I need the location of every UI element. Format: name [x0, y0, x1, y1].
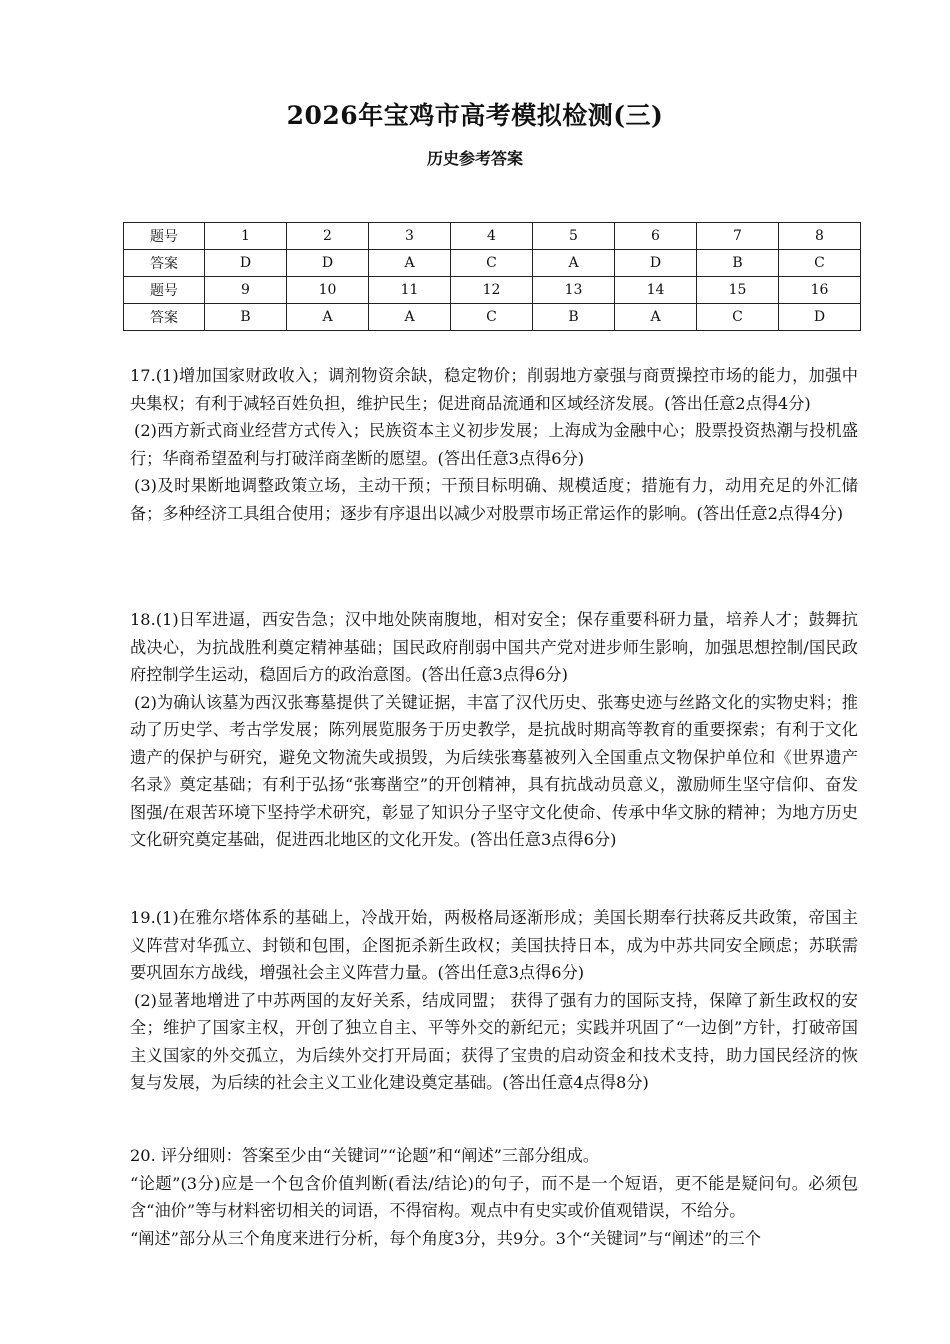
table-cell: C: [779, 250, 861, 277]
table-row: [124, 277, 861, 304]
q19-part2: (2)显著地增进了中苏两国的友好关系，结成同盟； 获得了强有力的国际支持，保障了新生政权的安全；维护了国家主权，开创了独立自主、平等外交的新纪元；实践并巩固了“一边倒”方针，打破帝国主义国家的外交孤立，为后续外交打开局面；获得了宝贵的启动资金和技术支持，助力国民经济的恢复与发展，为后续的社会主义工业化建设奠定基础。(答出任意4点得8分): [130, 990, 858, 1092]
table-cell: 14: [615, 277, 697, 304]
table-cell: 7: [697, 223, 779, 250]
q20-part2: “论题”(3分)应是一个包含价值判断(看法/结论)的句子，而不是一个短语，更不能是疑问句。必须包含“油价”等与材料密切相关的词语，不得宿构。观点中有史实或价值观错误，不给分。: [130, 1173, 858, 1220]
table-cell: 5: [533, 223, 615, 250]
q17-part2: (2)西方新式商业经营方式传入；民族资本主义初步发展；上海成为金融中心；股票投资热潮与投机盛行；华商希望盈利与打破洋商垄断的愿望。(答出任意3点得6分): [130, 421, 858, 468]
table-cell: 13: [533, 277, 615, 304]
table-cell: 6: [615, 223, 697, 250]
question-17-section: [130, 362, 858, 527]
q19-part1: 19.(1)在雅尔塔体系的基础上，冷战开始，两极格局逐渐形成；美国长期奉行扶蒋反共政策，帝国主义阵营对华孤立、封锁和包围，企图扼杀新生政权；美国扶持日本，成为中苏共同安全顾虑；苏联需要巩固东方战线，增强社会主义阵营力量。(答出任意3点得6分): [130, 908, 858, 982]
page-title: 2026年宝鸡市高考模拟检测(三): [286, 101, 664, 130]
table-cell: B: [205, 304, 287, 331]
table-cell: 12: [451, 277, 533, 304]
table-cell: 3: [369, 223, 451, 250]
q17-part1: 17.(1)增加国家财政收入；调剂物资余缺，稳定物价；削弱地方豪强与商贾操控市场的能力，加强中央集权；有利于减轻百姓负担，维护民生；促进商品流通和区域经济发展。(答出任意2点得4分): [130, 366, 858, 413]
table-row: [124, 223, 861, 250]
table-cell: A: [369, 250, 451, 277]
table-cell: 4: [451, 223, 533, 250]
row-label: 答案: [124, 250, 205, 277]
row-label: 答案: [124, 304, 205, 331]
q18-part2: (2)为确认该墓为西汉张骞墓提供了关键证据，丰富了汉代历史、张骞史迹与丝路文化的实物史料；推动了历史学、考古学发展；陈列展览服务于历史教学，是抗战时期高等教育的重要探索；有利于文化遗产的保护与研究，避免文物流失或损毁，为后续张骞墓被列入全国重点文物保护单位和《世界遗产名录》奠定基础；有利于弘扬“张骞凿空”的开创精神，具有抗战动员意义，激励师生坚守信仰、奋发图强/在艰苦环境下坚持学术研究，彰显了知识分子坚守文化使命、传承中华文脉的精神；为地方历史文化研究奠定基础，促进西北地区的文化开发。(答出任意3点得6分): [130, 692, 858, 849]
table-cell: D: [287, 250, 369, 277]
table-cell: D: [615, 250, 697, 277]
q20-part3: “阐述”部分从三个角度来进行分析，每个角度3分，共9分。3个“关键词”与“阐述”的三个: [130, 1228, 761, 1248]
question-20-section: [130, 1142, 858, 1252]
table-cell: 11: [369, 277, 451, 304]
table-cell: A: [533, 250, 615, 277]
table-cell: 2: [287, 223, 369, 250]
table-cell: A: [287, 304, 369, 331]
row-label: 题号: [124, 223, 205, 250]
table-cell: 8: [779, 223, 861, 250]
table-cell: A: [615, 304, 697, 331]
table-cell: B: [697, 250, 779, 277]
table-cell: C: [697, 304, 779, 331]
table-cell: B: [533, 304, 615, 331]
answer-table: [123, 222, 861, 331]
question-18-section: [130, 606, 858, 854]
table-cell: 9: [205, 277, 287, 304]
page-subtitle: 历史参考答案: [426, 149, 523, 168]
q17-part3: (3)及时果断地调整政策立场，主动干预；干预目标明确、规模适度；措施有力，动用充足的外汇储备；多种经济工具组合使用；逐步有序退出以减少对股票市场正常运作的影响。(答出任意2点得4分): [130, 476, 858, 523]
question-19-section: [130, 904, 858, 1097]
table-cell: D: [779, 304, 861, 331]
q20-part1: 20. 评分细则：答案至少由“关键词”“论题”和“阐述”三部分组成。: [130, 1146, 600, 1165]
table-cell: 10: [287, 277, 369, 304]
table-cell: D: [205, 250, 287, 277]
table-cell: 15: [697, 277, 779, 304]
table-cell: C: [451, 304, 533, 331]
q18-part1: 18.(1)日军进逼，西安告急；汉中地处陕南腹地，相对安全；保存重要科研力量，培养人才；鼓舞抗战决心，为抗战胜利奠定精神基础；国民政府削弱中国共产党对进步师生影响，加强思想控制/国民政府控制学生运动，稳固后方的政治意图。(答出任意3点得6分): [130, 610, 858, 684]
table-row: [124, 250, 861, 277]
row-label: 题号: [124, 277, 205, 304]
table-cell: 16: [779, 277, 861, 304]
table-row: [124, 304, 861, 331]
table-cell: A: [369, 304, 451, 331]
table-cell: C: [451, 250, 533, 277]
table-cell: 1: [205, 223, 287, 250]
